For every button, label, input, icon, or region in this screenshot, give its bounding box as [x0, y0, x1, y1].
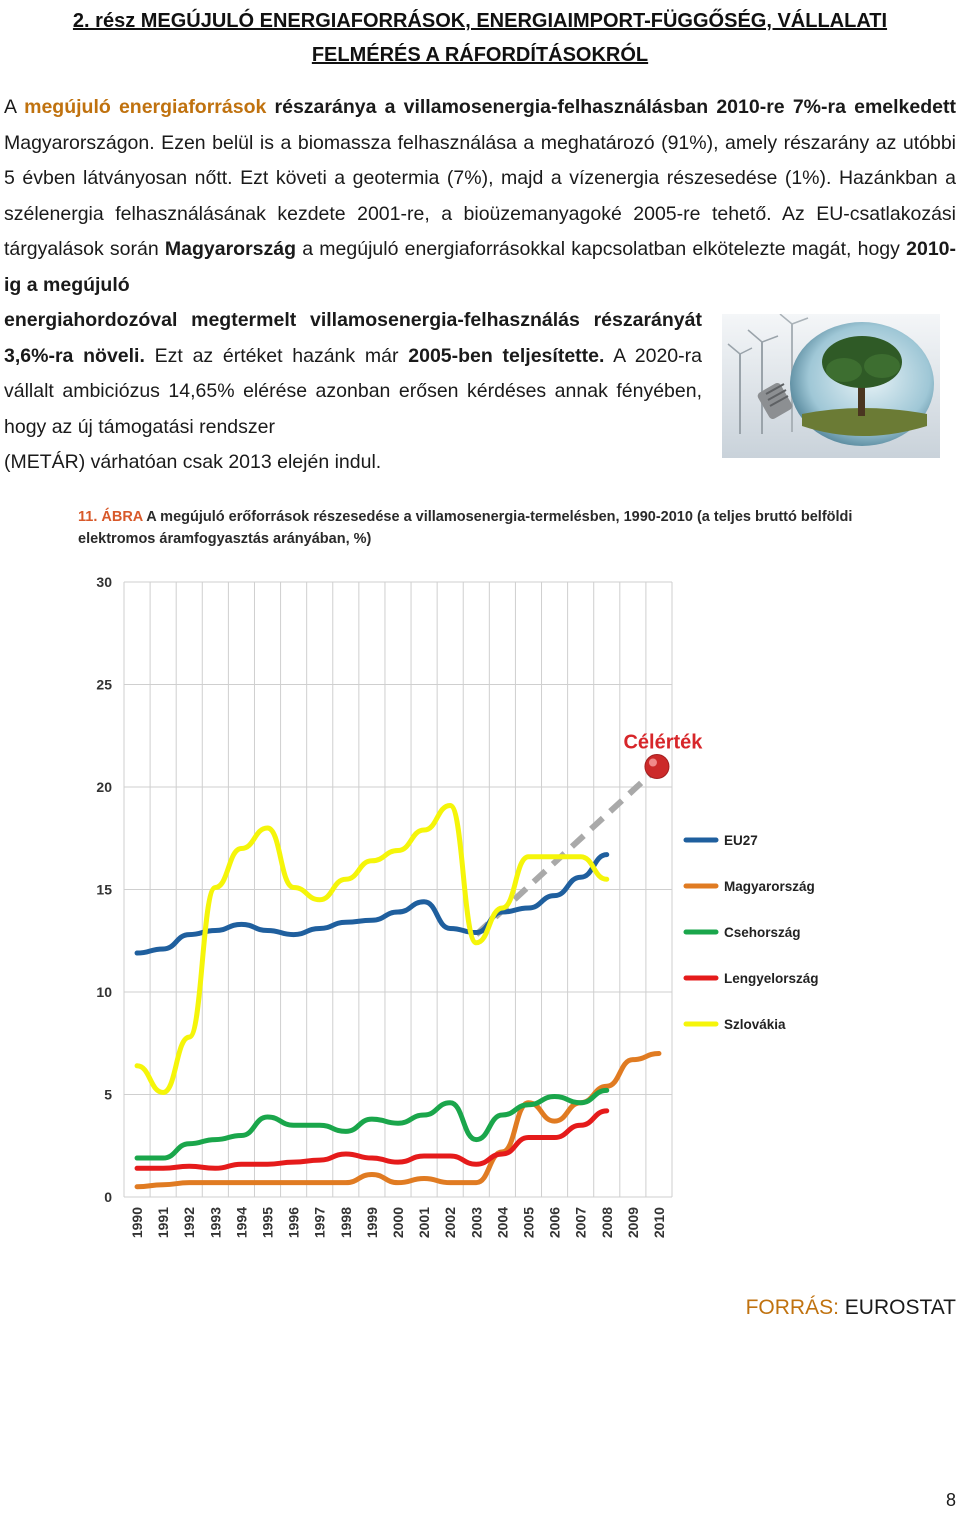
paragraph-2 [4, 303, 702, 481]
x-tick-label: 2002 [442, 1207, 459, 1239]
target-marker [645, 755, 669, 779]
legend-label: Szlovákia [724, 1017, 786, 1032]
renewable-share-line-chart [0, 560, 960, 1260]
x-tick-label: 1993 [207, 1207, 224, 1239]
paragraph-2-bold-b: 2005-ben teljesítette. [408, 344, 605, 367]
target-label: Célérték [623, 731, 703, 754]
paragraph-1-text: A [4, 96, 25, 118]
y-tick-label: 20 [96, 779, 112, 795]
y-tick-label: 0 [104, 1189, 112, 1205]
x-tick-label: 1997 [311, 1207, 328, 1239]
x-tick-label: 2001 [416, 1207, 433, 1239]
y-tick-label: 30 [96, 574, 112, 590]
x-tick-label: 1990 [129, 1207, 146, 1239]
page-number: 8 [945, 1490, 956, 1510]
paragraph-2-last-line: (METÁR) várhatóan csak 2013 elején indul. [4, 451, 382, 473]
paragraph-1-text-b: Magyarországon. Ezen belül is a biomassza felhasználása a meghatározó (91%), amely részarány az utóbbi 5 évben látványosan nőtt. Ezt követi a geotermia (7%), majd a vízenergia részesedése (1%). Hazánkban a szélenergia felhasználásának kezdete 2001-re, a bioüzemanyagoké 2005-re tehető. Az EU-csatlakozási tárgyalások során [4, 131, 956, 260]
figure-title: A megújuló erőforrások részesedése a villamosenergia-termelésben, 1990-2010 (a teljes bruttó belföldi elektromos áramfogyasztás arányában, %) [78, 509, 853, 547]
y-tick-label: 5 [104, 1086, 112, 1103]
x-tick-label: 2005 [520, 1207, 537, 1239]
legend-label: EU27 [724, 833, 758, 848]
x-tick-label: 1992 [181, 1207, 198, 1239]
x-tick-label: 1998 [337, 1207, 354, 1239]
paragraph-1-highlight: megújuló energiaforrások [24, 96, 267, 118]
heading-line-1: 2. rész MEGÚJULÓ ENERGIAFORRÁSOK, ENERGIAIMPORT-FÜGGŐSÉG, VÁLLALATI [72, 10, 888, 32]
paragraph-2-text: Ezt az értéket hazánk már [144, 344, 409, 367]
x-tick-label: 1999 [363, 1207, 380, 1239]
figure-number: 11. ÁBRA [78, 509, 143, 525]
heading-line-2: FELMÉRÉS A RÁFORDÍTÁSOKRÓL [311, 44, 649, 66]
x-tick-label: 2003 [468, 1207, 485, 1239]
paragraph-1-bold-b: Magyarország [164, 238, 297, 260]
x-tick-label: 1996 [285, 1207, 302, 1239]
lightbulb-landscape-image [722, 314, 940, 458]
y-tick-label: 15 [96, 881, 112, 898]
page-heading [0, 4, 960, 72]
paragraph-1-bold-a: részaránya a villamosenergia-felhasználásban 2010-re 7%-ra emelkedett [266, 96, 956, 118]
x-tick-label: 1994 [233, 1207, 250, 1239]
paragraph-2-text-b: A 2020-ra vállalt ambiciózus 14,65% elérése azonban erősen kérdéses annak fényében, hogy az új támogatási rendszer [4, 344, 702, 438]
x-tick-label: 2004 [494, 1207, 511, 1239]
paragraph-2-bold-a: energiahordozóval megtermelt villamosenergia-felhasználás részarányát 3,6%-ra növeli. [4, 309, 702, 367]
x-tick-label: 1991 [155, 1207, 172, 1239]
paragraph-1-bold-c: 2010-ig a megújuló [4, 238, 956, 296]
x-tick-label: 2000 [390, 1207, 406, 1239]
x-tick-label: 2009 [624, 1207, 641, 1239]
x-tick-label: 1995 [259, 1207, 276, 1239]
source-note [746, 1296, 956, 1320]
x-tick-label: 2010 [650, 1207, 667, 1239]
legend-label: Lengyelország [724, 971, 819, 986]
figure-caption [78, 506, 898, 550]
legend-label: Csehország [724, 925, 801, 940]
x-tick-label: 2006 [546, 1207, 563, 1239]
paragraph-1-text-c: a megújuló energiaforrásokkal kapcsolatban elkötelezte magát, hogy [296, 238, 907, 260]
x-tick-label: 2007 [572, 1207, 589, 1239]
y-tick-label: 25 [96, 676, 112, 693]
x-tick-label: 2008 [598, 1207, 615, 1239]
source-value: EUROSTAT [838, 1296, 956, 1319]
legend-label: Magyarország [724, 879, 815, 894]
source-label: FORRÁS: [745, 1296, 839, 1319]
target-marker-highlight [649, 759, 657, 767]
y-tick-label: 10 [96, 984, 112, 1000]
paragraph-1 [4, 90, 956, 303]
